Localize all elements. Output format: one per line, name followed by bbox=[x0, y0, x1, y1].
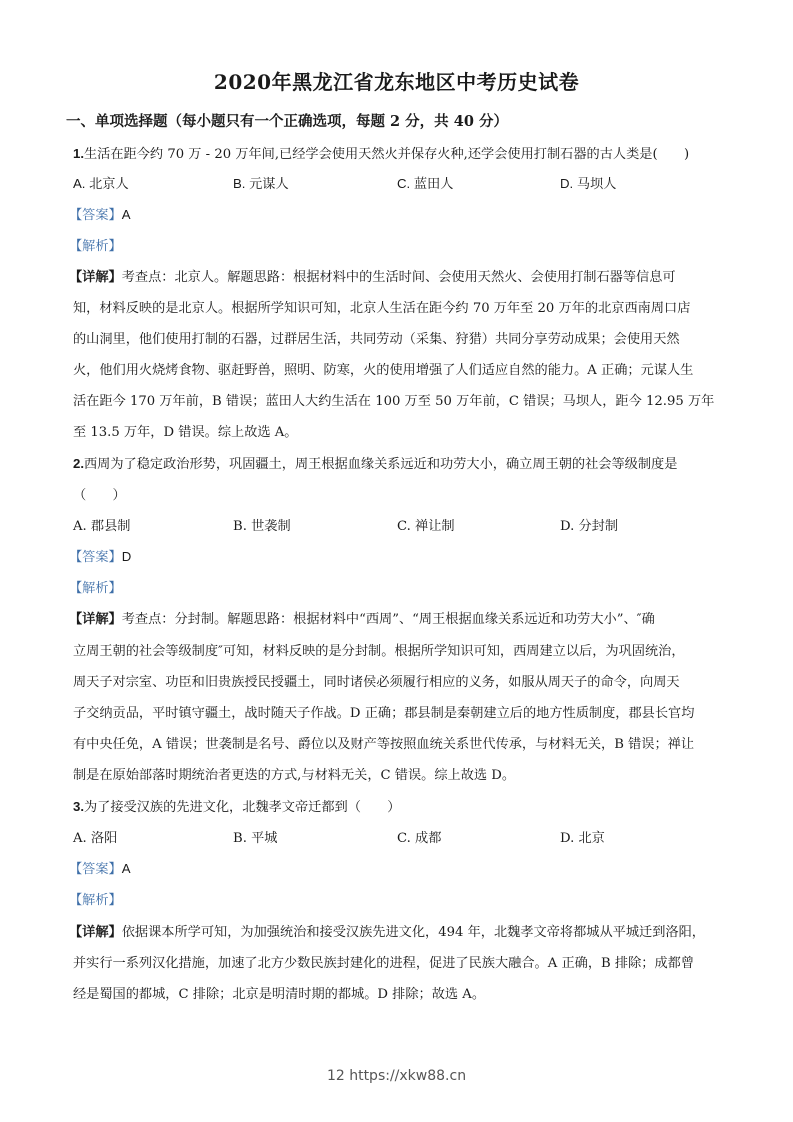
question-number: 1. bbox=[73, 146, 84, 161]
detail-line: 【详解】考查点：北京人。解题思路：根据材料中的生活时间、会使用天然火、会使用打制石器等信息可 bbox=[69, 270, 676, 285]
option-d: D. 马坝人 bbox=[560, 176, 617, 191]
answer-row bbox=[69, 546, 729, 565]
analysis-label: 【解析】 bbox=[69, 239, 122, 254]
page-footer: 12 https://xkw88.cn bbox=[326, 1068, 467, 1084]
answer-row bbox=[69, 858, 729, 877]
option-a: A. 郡县制 bbox=[73, 519, 131, 534]
detail-line: 【详解】依据课本所学可知，为加强统治和接受汉族先进文化，494 年，北魏孝文帝将都城从平城迁到洛阳， bbox=[69, 925, 705, 940]
answer-value: D bbox=[121, 549, 132, 564]
question-1-stem: 1.生活在距今约 70 万 - 20 万年间,已经学会使用天然火并保存火种,还学会使用打制石器的古人类是( ) bbox=[73, 146, 690, 162]
detail-label: 【详解】 bbox=[69, 925, 122, 940]
answer-label: 【答案】 bbox=[69, 208, 122, 223]
analysis-label: 【解析】 bbox=[69, 581, 122, 596]
detail-label: 【详解】 bbox=[69, 612, 122, 627]
analysis-row bbox=[69, 889, 729, 908]
analysis-label: 【解析】 bbox=[69, 893, 122, 908]
question-2-stem-cont: （ ） bbox=[73, 488, 126, 503]
option-a: A. 洛阳 bbox=[73, 831, 118, 846]
answer-label: 【答案】 bbox=[69, 862, 122, 877]
question-number: 2. bbox=[73, 456, 84, 471]
answer-label: 【答案】 bbox=[69, 550, 122, 565]
option-c: C. 成都 bbox=[397, 831, 442, 846]
detail-line: 知，材料反映的是北京人。根据所学知识可知，北京人生活在距今约 70 万年至 20 万年的北京西南周口店 bbox=[73, 301, 691, 316]
analysis-row bbox=[69, 577, 729, 596]
answer-value: A bbox=[121, 207, 131, 222]
option-b: B. 元谋人 bbox=[233, 176, 289, 191]
question-number: 3. bbox=[73, 799, 84, 814]
detail-line: 【详解】考查点：分封制。解题思路：根据材料中“西周”、“周王根据血缘关系远近和功劳大小”、″确 bbox=[69, 612, 655, 627]
option-c: C. 禅让制 bbox=[397, 519, 455, 534]
question-2-stem: 2.西周为了稳定政治形势，巩固疆土，周王根据血缘关系远近和功劳大小，确立周王朝的社会等级制度是 bbox=[73, 456, 678, 472]
answer-value: A bbox=[121, 861, 131, 876]
answer-row bbox=[69, 204, 729, 223]
option-c: C. 蓝田人 bbox=[397, 176, 454, 191]
detail-label: 【详解】 bbox=[69, 270, 122, 285]
option-b: B. 世袭制 bbox=[233, 519, 291, 534]
detail-line: 的山洞里，他们使用打制的石器，过群居生活，共同劳动（采集、狩猎）共同分享劳动成果；会使用天然 bbox=[73, 332, 680, 347]
detail-line: 有中央任免，A 错误；世袭制是名号、爵位以及财产等按照血统关系世代传承，与材料无关，B 错误；禅让 bbox=[73, 737, 695, 752]
option-b: B. 平城 bbox=[233, 831, 278, 846]
detail-line: 子交纳贡品，平时镇守疆土，战时随天子作战。D 正确；郡县制是秦朝建立后的地方性质制度，郡县长官均 bbox=[73, 706, 695, 721]
section-heading: 一、单项选择题（每小题只有一个正确选项，每题 2 分，共 40 分） bbox=[66, 113, 508, 130]
detail-line: 周天子对宗室、功臣和旧贵族授民授疆土，同时诸侯必须履行相应的义务，如服从周天子的命令，向周天 bbox=[73, 675, 680, 690]
option-a: A. 北京人 bbox=[73, 176, 129, 191]
question-3-stem: 3.为了接受汉族的先进文化，北魏孝文帝迁都到（ ） bbox=[73, 799, 401, 815]
option-d: D. 北京 bbox=[560, 831, 605, 846]
page-title: 2020年黑龙江省龙东地区中考历史试卷 bbox=[213, 70, 580, 94]
detail-line: 制是在原始部落时期统治者更迭的方式,与材料无关，C 错误。综上故选 D。 bbox=[73, 768, 516, 783]
option-d: D. 分封制 bbox=[560, 519, 619, 534]
detail-line: 活在距今 170 万年前，B 错误；蓝田人大约生活在 100 万至 50 万年前，C 错误；马坝人，距今 12.95 万年 bbox=[73, 394, 715, 409]
detail-line: 并实行一系列汉化措施，加速了北方少数民族封建化的进程，促进了民族大融合。A 正确，B 排除；成都曾 bbox=[73, 956, 695, 971]
analysis-row bbox=[69, 235, 729, 254]
detail-line: 经是蜀国的都城，C 排除；北京是明清时期的都城。D 排除；故选 A。 bbox=[73, 987, 486, 1002]
detail-line: 立周王朝的社会等级制度″可知，材料反映的是分封制。根据所学知识可知，西周建立以后，为巩固统治， bbox=[73, 644, 685, 659]
detail-line: 火，他们用火烧烤食物、驱赶野兽，照明、防寒，火的使用增强了人们适应自然的能力。A 正确；元谋人生 bbox=[73, 363, 694, 378]
detail-line: 至 13.5 万年，D 错误。综上故选 A。 bbox=[73, 425, 298, 440]
